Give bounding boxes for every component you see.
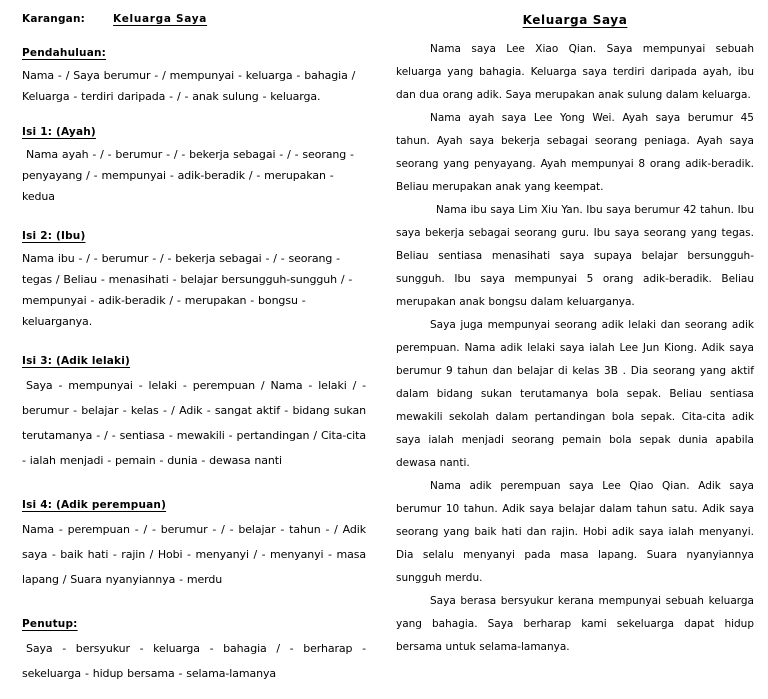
outline-heading-isi-1: Isi 1: (Ayah): [22, 126, 96, 138]
essay-column: [384, 13, 768, 659]
outline-section-isi-3: [22, 349, 366, 473]
outline-heading-pendahuluan: Pendahuluan:: [22, 47, 107, 59]
essay-paragraph-adik-lelaki: Saya juga mempunyai seorang adik lelaki dan seorang adik perempuan. Nama adik lelaki saya ialah Lee Jun Kiong. Adik saya berumur 9 tahun dan belajar di kelas 3B . Dia seorang yang aktif dalam bidang sukan terutamanya bola sepak. Beliau sentiasa mewakili sekolah dalam pertandingan bola sepak. Cita-cita adik saya ialah menjadi seorang pemain bola sepak dunia apabila dewasa nanti.: [396, 319, 754, 469]
essay-paragraph-ibu: Nama ibu saya Lim Xiu Yan. Ibu saya berumur 42 tahun. Ibu saya bekerja sebagai seorang guru. Ibu saya seorang yang tegas. Beliau sentiasa menasihati saya supaya belajar bersungguh-sungguh. Ibu saya mempunyai 5 orang adik-beradik. Beliau merupakan anak bongsu dalam keluarganya.: [396, 204, 754, 308]
outline-section-penutup: [22, 612, 366, 686]
outline-heading-isi-3: Isi 3: (Adik lelaki): [22, 355, 131, 367]
outline-section-pendahuluan: [22, 41, 366, 107]
outline-body-isi-1: Nama ayah - / - berumur - / - bekerja sebagai - / - seorang - penyayang / - mempunyai - adik-beradik / - merupakan - kedua: [22, 148, 354, 203]
karangan-title: Keluarga Saya: [113, 13, 208, 25]
outline-column: [0, 13, 384, 699]
outline-section-isi-4: [22, 493, 366, 592]
essay-paragraph-ayah: Nama ayah saya Lee Yong Wei. Ayah saya berumur 45 tahun. Ayah saya bekerja sebagai seorang peniaga. Ayah saya seorang yang penyayang. Ayah mempunyai 8 orang adik-beradik. Beliau merupakan anak yang keempat.: [396, 112, 754, 193]
essay-title: Keluarga Saya: [522, 13, 628, 27]
outline-section-isi-2: [22, 224, 366, 332]
outline-body-isi-2: Nama ibu - / - berumur - / - bekerja sebagai - / - seorang - tegas / Beliau - menasihati - belajar bersungguh-sungguh / - mempunyai - adik-beradik / - merupakan - bongsu - keluarganya.: [22, 252, 353, 328]
outline-heading-penutup: Penutup:: [22, 618, 78, 630]
essay-paragraph-adik-perempuan: Nama adik perempuan saya Lee Qiao Qian. Adik saya berumur 10 tahun. Adik saya belajar dalam tahun satu. Adik saya seorang yang baik hati dan rajin. Hobi adik saya ialah menyanyi. Dia selalu menyanyi pada masa lapang. Suara nyanyiannya sungguh merdu.: [396, 480, 754, 584]
outline-heading-isi-2: Isi 2: (Ibu): [22, 230, 86, 242]
outline-section-isi-1: [22, 120, 366, 207]
essay-paragraph-pendahuluan: Nama saya Lee Xiao Qian. Saya mempunyai sebuah keluarga yang bahagia. Keluarga saya terdiri daripada ayah, ibu dan dua orang adik. Saya merupakan anak sulung dalam keluarga.: [396, 43, 754, 101]
karangan-header: [22, 13, 366, 25]
outline-body-isi-3: Saya - mempunyai - lelaki - perempuan / Nama - lelaki / - berumur - belajar - kelas - / Adik - sangat aktif - bidang sukan terutamanya - / - sentiasa - mewakili - pertandingan / Cita-cita - ialah menjadi - pemain - dunia - dewasa nanti: [22, 379, 366, 467]
outline-heading-isi-4: Isi 4: (Adik perempuan): [22, 499, 167, 511]
outline-body-penutup: Saya - bersyukur - keluarga - bahagia / - berharap - sekeluarga - hidup bersama - selama-lamanya: [22, 642, 366, 680]
essay-paragraph-penutup: Saya berasa bersyukur kerana mempunyai sebuah keluarga yang bahagia. Saya berharap kami sekeluarga dapat hidup bersama untuk selama-lamanya.: [396, 595, 754, 653]
outline-body-pendahuluan: Nama - / Saya berumur - / mempunyai - keluarga - bahagia / Keluarga - terdiri daripada - / - anak sulung - keluarga.: [22, 69, 356, 103]
karangan-label: Karangan:: [22, 13, 86, 25]
outline-body-isi-4: Nama - perempuan - / - berumur - / - belajar - tahun - / Adik saya - baik hati - rajin / Hobi - menyanyi / - menyanyi - masa lapang / Suara nyanyiannya - merdu: [22, 523, 366, 586]
